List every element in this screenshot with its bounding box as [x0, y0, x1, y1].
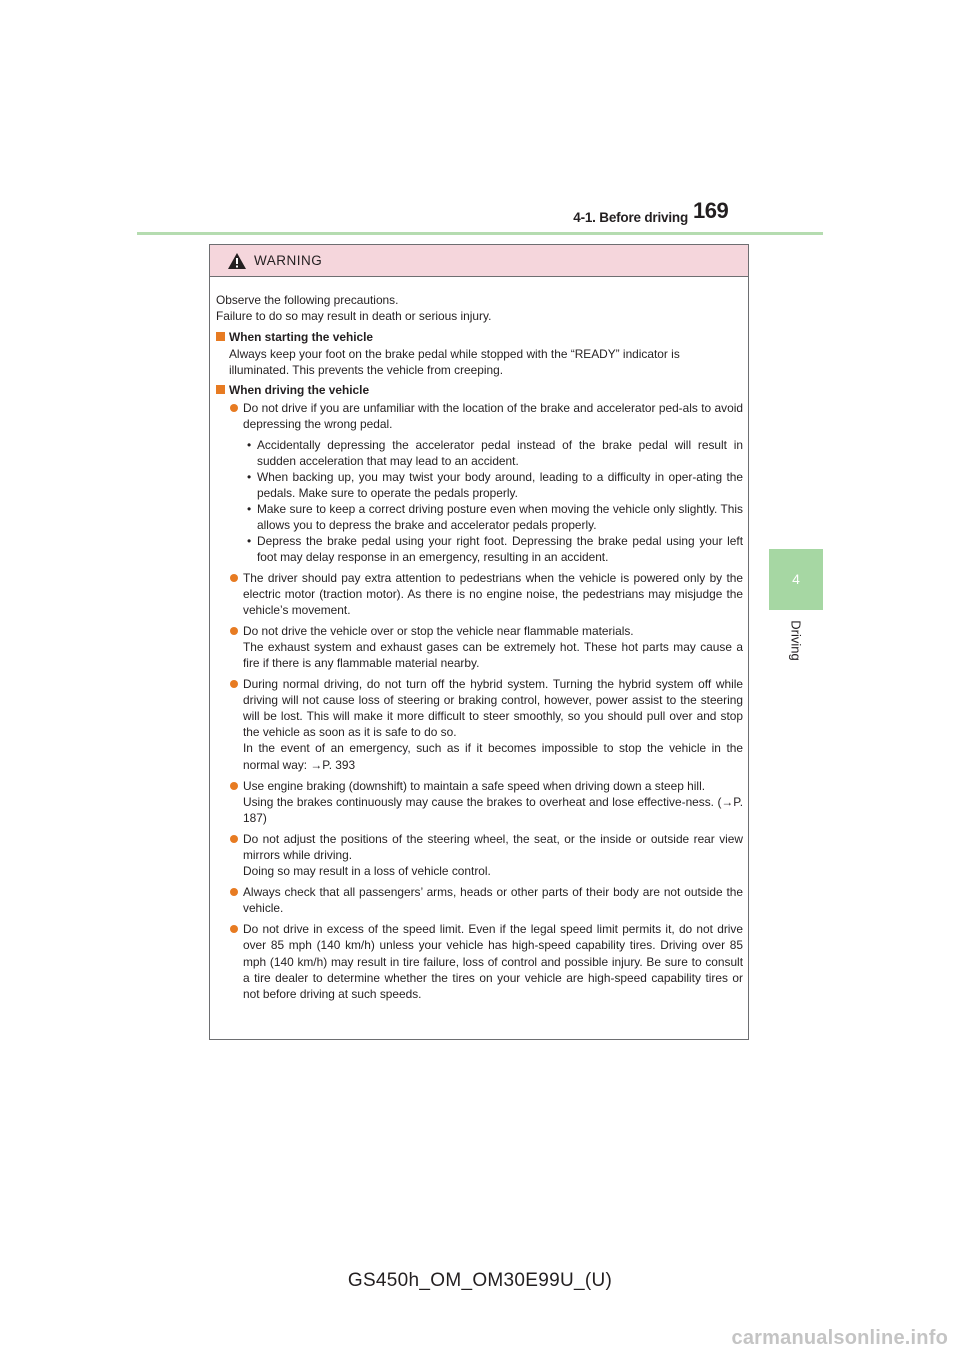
list-item — [216, 676, 743, 773]
list-item — [216, 921, 743, 1001]
watermark: carmanualsonline.info — [731, 1327, 948, 1349]
list-item-text: During normal driving, do not turn off the hybrid system. Turning the hybrid system off while driving will not cause loss of steering or braking control, however, power assist to the steering will be lost. This will make it more difficult to steer smoothly, so you should pull over and stop the vehicle as soon as it is safe to do so. In the event of an emergency, such as if it becomes impossible to stop the vehicle in the normal way: →P. 393 — [243, 677, 743, 772]
header-rule — [137, 232, 823, 235]
list-item-text: Do not drive if you are unfamiliar with the location of the brake and accelerator ped-als to avoid depressing the wrong pedal. — [243, 400, 743, 431]
list-item-text: Do not drive the vehicle over or stop the vehicle near flammable materials. The exhaust system and exhaust gases can be extremely hot. These hot parts may cause a fire if there is any flammable material nearby. — [243, 623, 743, 670]
round-bullet-icon — [230, 680, 238, 688]
intro-line: Failure to do so may result in death or serious injury. — [216, 309, 492, 324]
sub-list-item: • Make sure to keep a correct driving posture even when moving the vehicle only slightly. This allows you to depress the brake and accelerator pedals properly. — [247, 502, 743, 533]
list-item — [216, 831, 743, 879]
warning-intro — [216, 292, 743, 324]
round-bullet-icon — [230, 782, 238, 790]
section-heading — [216, 329, 743, 345]
sub-list-item: • Accidentally depressing the accelerator pedal instead of the brake pedal will result in sudden acceleration that may lead to an accident. — [247, 437, 743, 468]
sub-list — [216, 437, 743, 566]
warning-header — [210, 245, 748, 277]
round-bullet-icon — [230, 627, 238, 635]
list-item-text: Do not drive in excess of the speed limit. Even if the legal speed limit permits it, do not drive over 85 mph (140 km/h) unless your vehicle has high-speed capability tires. Driving over 85 mph (140 km/h) may result in tire failure, loss of control and possible injury. Be sure to consult a tire dealer to determine whether the tires on your vehicle are high-speed capability tires or not before driving at such speeds. — [243, 922, 743, 1001]
page-number: 169 — [693, 198, 729, 223]
sub-list-item-text: Make sure to keep a correct driving posture even when moving the vehicle only slightly. This allows you to depress the brake and accelerator pedals properly. — [257, 502, 743, 533]
chapter-name: Driving — [788, 619, 804, 661]
list-item-text: Use engine braking (downshift) to maintain a safe speed when driving down a steep hill. Using the brakes continuously may cause the brakes to overheat and lose effective-ness. (→P. 187) — [243, 778, 743, 825]
sub-list-item-text: Accidentally depressing the accelerator pedal instead of the brake pedal will result in sudden acceleration that may lead to an accident. — [257, 437, 743, 468]
square-bullet-icon — [216, 385, 225, 394]
warning-body — [210, 277, 748, 1002]
sub-list-item: • When backing up, you may twist your body around, leading to a difficulty in oper-ating the pedals. Make sure to operate the pedals properly. — [247, 469, 743, 501]
warning-box — [209, 244, 749, 1040]
list-item-text: The driver should pay extra attention to pedestrians when the vehicle is powered only by the electric motor (traction motor). As there is no engine noise, the pedestrians may misjudge the vehicle’s movement. — [243, 570, 743, 617]
square-bullet-icon — [216, 332, 225, 341]
round-bullet-icon — [230, 574, 238, 582]
round-bullet-icon — [230, 404, 238, 412]
round-bullet-icon — [230, 835, 238, 843]
list-item — [216, 778, 743, 826]
section-title: 4-1. Before driving — [573, 210, 688, 225]
section-heading-text: When driving the vehicle — [229, 383, 370, 398]
chapter-number-tab: 4 — [769, 549, 823, 610]
round-bullet-icon — [230, 888, 238, 896]
list-item-text: Always check that all passengers’ arms, heads or other parts of their body are not outside the vehicle. — [243, 885, 743, 916]
warning-triangle-icon — [227, 252, 247, 270]
list-item — [216, 623, 743, 671]
sub-list-item-text: When backing up, you may twist your body around, leading to a difficulty in oper-ating the pedals. Make sure to operate the pedals properly. — [257, 469, 743, 501]
list-item — [216, 884, 743, 916]
section-heading-text: When starting the vehicle — [229, 330, 374, 345]
section-text: Always keep your foot on the brake pedal while stopped with the “READY” indicator is illuminated. This prevents the vehicle from creeping. — [229, 347, 680, 378]
sub-list-item-text: Depress the brake pedal using your right foot. Depressing the brake pedal using your left foot may delay response in an emergency, resulting in an accident. — [257, 534, 743, 565]
chapter-name-tab — [769, 610, 823, 670]
warning-title: WARNING — [254, 253, 323, 268]
list-item-text: Do not adjust the positions of the steering wheel, the seat, or the inside or outside rear view mirrors while driving. Doing so may result in a loss of vehicle control. — [243, 831, 743, 879]
section-heading — [216, 382, 743, 398]
sub-list-item: • Depress the brake pedal using your right foot. Depressing the brake pedal using your left foot may delay response in an emergency, resulting in an accident. — [247, 534, 743, 565]
round-bullet-icon — [230, 925, 238, 933]
list-item — [216, 570, 743, 618]
intro-line: Observe the following precautions. — [216, 293, 399, 307]
document-code: GS450h_OM_OM30E99U_(U) — [347, 1270, 613, 1291]
list-item — [216, 400, 743, 432]
